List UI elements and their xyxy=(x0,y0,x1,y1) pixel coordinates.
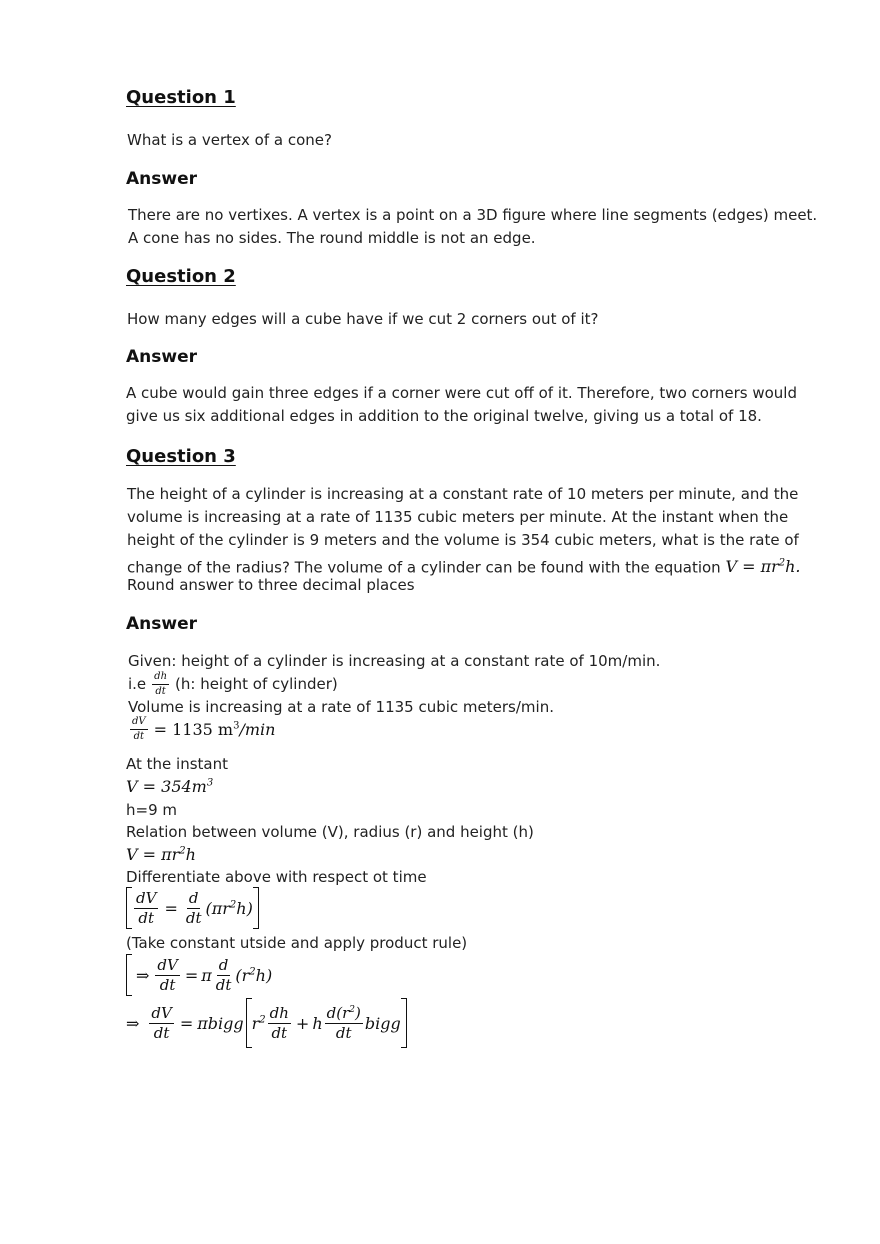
derivative-equation-2: ⇒ $\frac{dV}{dt}$ = π $\frac{d}{dt}$ $(r^2h)$ xyxy=(126,954,272,996)
right-big-bracket xyxy=(401,998,407,1048)
question-1-heading: Question 1 xyxy=(126,87,236,108)
answer-2-line-2: give us six additional edges in addition to the original twelve, giving us a total of 18. xyxy=(126,407,762,425)
volume-value: $V = 354m^3$ xyxy=(126,777,214,796)
dh-dt-fraction-2: $\frac{dh}{dt}$ xyxy=(269,1003,289,1042)
bigg-right: bigg xyxy=(364,1013,401,1033)
question-3-line-1: The height of a cylinder is increasing at a constant rate of 10 meters per minute, and the xyxy=(127,485,799,503)
derivative-equation-3: ⇒ $\frac{dV}{dt}$ = π bigg $r^2$ $\frac{dh}{dt}$ + h $\frac{d(r^2)}{dt}$ bigg xyxy=(126,998,407,1048)
dr2-dt-fraction: $\frac{d(r^2)}{dt}$ xyxy=(326,1003,361,1042)
question-2-heading: Question 2 xyxy=(126,266,236,287)
ie-prefix: i.e xyxy=(128,675,147,693)
answer-2-line-1: A cube would gain three edges if a corner were cut off of it. Therefore, two corners would xyxy=(126,384,797,402)
question-3-line-2: volume is increasing at a rate of 1135 cubic meters per minute. At the instant when the xyxy=(127,508,789,526)
dv-dt-fraction-3: $\frac{dV}{dt}$ xyxy=(157,955,178,994)
question-3-line-3: height of the cylinder is 9 meters and the volume is 354 cubic meters, what is the rate of xyxy=(127,531,799,549)
height-value: h=9 m xyxy=(126,801,177,819)
ie-line xyxy=(128,672,338,697)
question-3-line-5: Round answer to three decimal places xyxy=(127,576,415,594)
question-1-text: What is a vertex of a cone? xyxy=(127,131,332,149)
d-dt-fraction: $\frac{d}{dt}$ xyxy=(185,888,202,927)
right-bracket xyxy=(253,887,259,929)
derivative-equation-1: $\frac{dV}{dt}$ = $\frac{d}{dt}$ $(\pi r^2h)$ xyxy=(126,887,259,929)
at-instant-label: At the instant xyxy=(126,755,228,773)
question-3-line-4-text: change of the radius? The volume of a cylinder can be found with the equation xyxy=(127,558,721,577)
d-dt-fraction-2: $\frac{d}{dt}$ xyxy=(215,955,232,994)
left-bracket-2 xyxy=(126,954,132,996)
dv-dt-fraction: $\frac{dV}{dt}$ xyxy=(132,716,146,742)
answer-1-line-2: A cone has no sides. The round middle is not an edge. xyxy=(128,229,536,247)
given-line: Given: height of a cylinder is increasing at a constant rate of 10m/min. xyxy=(128,652,661,670)
volume-equation: $V = \pi r^2h$ xyxy=(126,845,196,864)
question-2-text: How many edges will a cube have if we cut 2 corners out of it? xyxy=(127,310,599,328)
answer-1-heading: Answer xyxy=(126,169,197,189)
dv-dt-fraction-4: $\frac{dV}{dt}$ xyxy=(151,1003,172,1042)
volume-formula: $V = \pi r^2h$. xyxy=(725,557,801,577)
dv-dt-fraction-2: $\frac{dV}{dt}$ xyxy=(136,888,157,927)
take-constant-line: (Take constant utside and apply product rule) xyxy=(126,934,468,952)
left-bracket xyxy=(126,887,132,929)
bigg-left: bigg xyxy=(207,1013,244,1033)
ie-suffix: (h: height of cylinder) xyxy=(175,675,338,693)
answer-3-heading: Answer xyxy=(126,614,197,634)
differentiate-line: Differentiate above with respect ot time xyxy=(126,868,427,886)
relation-line: Relation between volume (V), radius (r) and height (h) xyxy=(126,823,534,841)
dv-dt-equation xyxy=(128,717,275,742)
dh-dt-fraction: $\frac{dh}{dt}$ xyxy=(154,671,168,697)
volume-rate-line: Volume is increasing at a rate of 1135 cubic meters/min. xyxy=(128,698,554,716)
answer-2-heading: Answer xyxy=(126,347,197,367)
question-3-heading: Question 3 xyxy=(126,446,236,467)
answer-1-line-1: There are no vertixes. A vertex is a point on a 3D figure where line segments (edges) meet. xyxy=(128,206,818,224)
dv-dt-value: = 1135 $m^3/\min$ xyxy=(153,720,276,739)
